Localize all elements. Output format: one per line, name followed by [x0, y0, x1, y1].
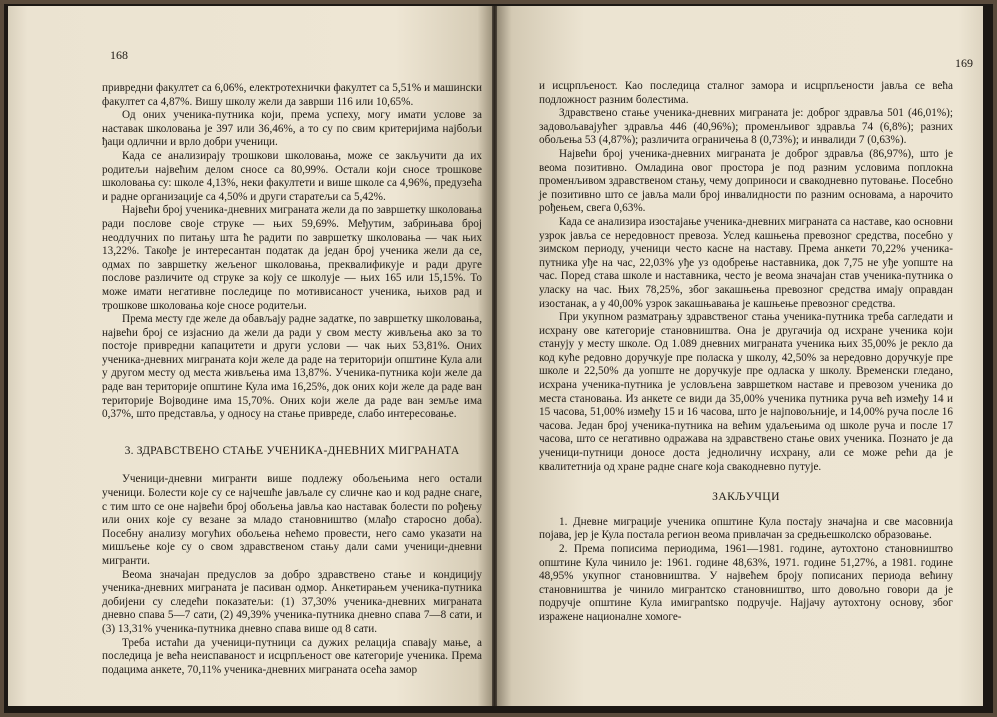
paragraph: Треба истаћи да ученици-путници са дужих релација спавају мање, а последица је већа неиспаваност и исцрпљеност ове категорије ученика. Према подацима анкете, 70,11% ученика-дневних миграната осећа замор: [102, 636, 482, 676]
conclusion-item: 2. Према пописима периодима, 1961—1981. године, аутохтоно становништво општине Кула чинило је: 1961. године 48,63%, 1971. године 51,27%, а 1981. године 48,95% укупног становништва. У највећем броју пописаних периода већину становништва је чинило мигрантско становништво, што довољно говори да је подручје општине Кула имиграntsко подручје. Најјачу аутохтону основу, због изражене националне хомоге-: [539, 543, 953, 623]
conclusion-item: 1. Дневне миграције ученика општине Кула постају значајна и све масовнија појава, јер је Кула постала регион веома привлачан за средњешколско образовање.: [539, 515, 953, 542]
paragraph: Када се анализира изостајање ученика-дневних миграната са наставе, као основни узрок јавља се нередовност превоза. Услед кашњења превозног средства, посебно у зимском периоду, ученици често касне на наставу. Према анкети 70,22% ученика-путника уђе на час, 22,03% уђе уз одобрење наставника, док 7,75 не уђе уопште на час. Поред става школе и наставника, често је веома значајан став ученика-путника о уласку на час. Њих 78,25%, због закашњења превозног средства имају оправдан изостанак, а у 40,00% узрок закашњавања је кашњење превозног средства.: [539, 215, 953, 310]
paragraph: Од оних ученика-путника који, према успеху, могу имати услове за наставак школовања је 397 или 36,46%, а то су по свим критеријима најбољи ђаци одлични и врло добри ученици.: [102, 109, 482, 149]
paragraph: Највећи број ученика-дневних миграната жели да по завршетку школовања ради послове своје струке — њих 59,69%. Међутим, забрињава број неодлучних по питању шта ће радити по завршетку школовања — чак њих 13,22%. Такође је интересантан податак да један број ученика жели да се, одмах по завршетку жељеног школовања, преквалификује и ради друге послове различите од струке за коју се школује — њих 165 или 15,15%. То може имати негативне последице по мотивисаност ученика, њихов рад и трошкове школовања које сносе родитељи.: [102, 204, 482, 312]
paragraph: и исцрпљеност. Као последица сталног замора и исцрпљености јавља се већа подложност разним болестима.: [539, 80, 953, 106]
page-number: 168: [110, 48, 128, 62]
paragraph: Највећи број ученика-дневних миграната је доброг здравља (86,97%), што је веома позитивно. Омладина овог простора је под разним условима поплокна променљивом здравственом стању, чему доприноси и свакодневно путовање. Посебно је позитивно што се јавља мали број инвалидности по разним основама, а нарочито рођењем, свега 0,63%.: [539, 147, 953, 215]
paragraph: привредни факултет са 6,06%, електротехнички факултет са 5,51% и машински факултет са 4,87%. Вишу школу жели да заврши 116 или 10,65%.: [102, 82, 482, 108]
left-page: [8, 6, 492, 706]
paragraph: Веома значајан предуслов за добро здравствено стање и кондицију ученика-дневних миграната је пасиван одмор. Анкетирањем ученика-путника добијени су следећи показатељи: (1) 37,30% ученика-дневних миграната дневно спава 5—7 сати, (2) 49,39% ученика-путника дневно спава 7—8 сати, и (3) 13,31% ученика-путника дневно спава више од 8 сати.: [102, 568, 482, 635]
right-page-body: [539, 80, 953, 625]
page-number: 169: [955, 56, 973, 70]
right-page: [497, 6, 983, 706]
paragraph: Здравствено стање ученика-дневних миграната је: доброг здравља 501 (46,01%); задовољавајућег здравља 446 (40,96%); променљивог здравља 74 (6,8%); разних обољења 53 (4,87%); различита ограничења 8 (0,73%); и инвалиди 7 (0,63%).: [539, 107, 953, 147]
conclusions-heading: ЗАКЉУЧЦИ: [712, 490, 780, 504]
paragraph: Ученици-дневни мигранти више подлежу обољењима него остали ученици. Болести које су се најчешће јављале су сличне као и код радне снаге, с тим што се оне највећи број обољења јавља као наставак болести по рођењу или оних које су везане за младо становништво (млађо старосно доба). Посебну анализу могућих обољења нећемо провести, него само указати на мишљење које су о свом здравственом стању дали сами ученици-дневни мигранти.: [102, 473, 482, 567]
left-page-body: [102, 82, 482, 677]
paragraph: При укупном разматрању здравственог стања ученика-путника треба сагледати и исхрану ове категорије становништва. Она је другачија од исхране ученика који станују у месту школе. Од 1.089 дневних миграната ученика њих 35,00% је рекло да код куће редовно доручкује пре поласка у школу, 42,50% за нередовно доручкује пре школе и 22,50% да уопште не доручкује пре одласка у школу. Временски гледано, исхрана ученика-путника је условљена завршетком наставе и превозом ученика до места становања. Из анкете се види да 35,00% ученика путника руча већ између 14 и 15 часова, 51,00% између 15 и 16 часова, што је најповољније, и 14,00% руча после 16 часова. Један број ученика-путника на већим удаљењима од школе руча и после 17 часова, што се негативно одражава на здравствено стање ових ученика. Познато је да ученици-путници доносе доста једноличну исхрану, али се може рећи да је квалитетнија од хране радне снаге која свакодневно путује.: [539, 311, 953, 473]
paragraph: Према месту где желе да обављају радне задатке, по завршетку школовања, највећи број се изјаснио да жели да ради у свом месту живљења ако за то постоје привредни капацитети и други услови — чак њих 53,81%. Оних ученика-дневних миграната који желе да раде на територији општине Кула али у другом месту од места живљења има 13,87%. Ученика-путника који желе да раде ван територије општине Кула има 16,25%, док оних који желе да раде ван територије Војводине има 15,70%. Оних који желе да раде ван земље има 0,37%, што представља, у односу на стање привреде, слабо интересовање.: [102, 313, 482, 421]
section-heading: 3. ЗДРАВСТВЕНО СТАЊЕ УЧЕНИКА-ДНЕВНИХ МИГРАНАТА: [124, 443, 460, 457]
paragraph: Када се анализирају трошкови школовања, може се закључити да их родитељи највећим делом сносе са 80,99%. Остали који сносе трошкове школовања су: школе 4,13%, неки факултети и више школе са 4,96%, предузећа и радне организације са 4,50% и други старатељи са 5,42%.: [102, 149, 482, 203]
